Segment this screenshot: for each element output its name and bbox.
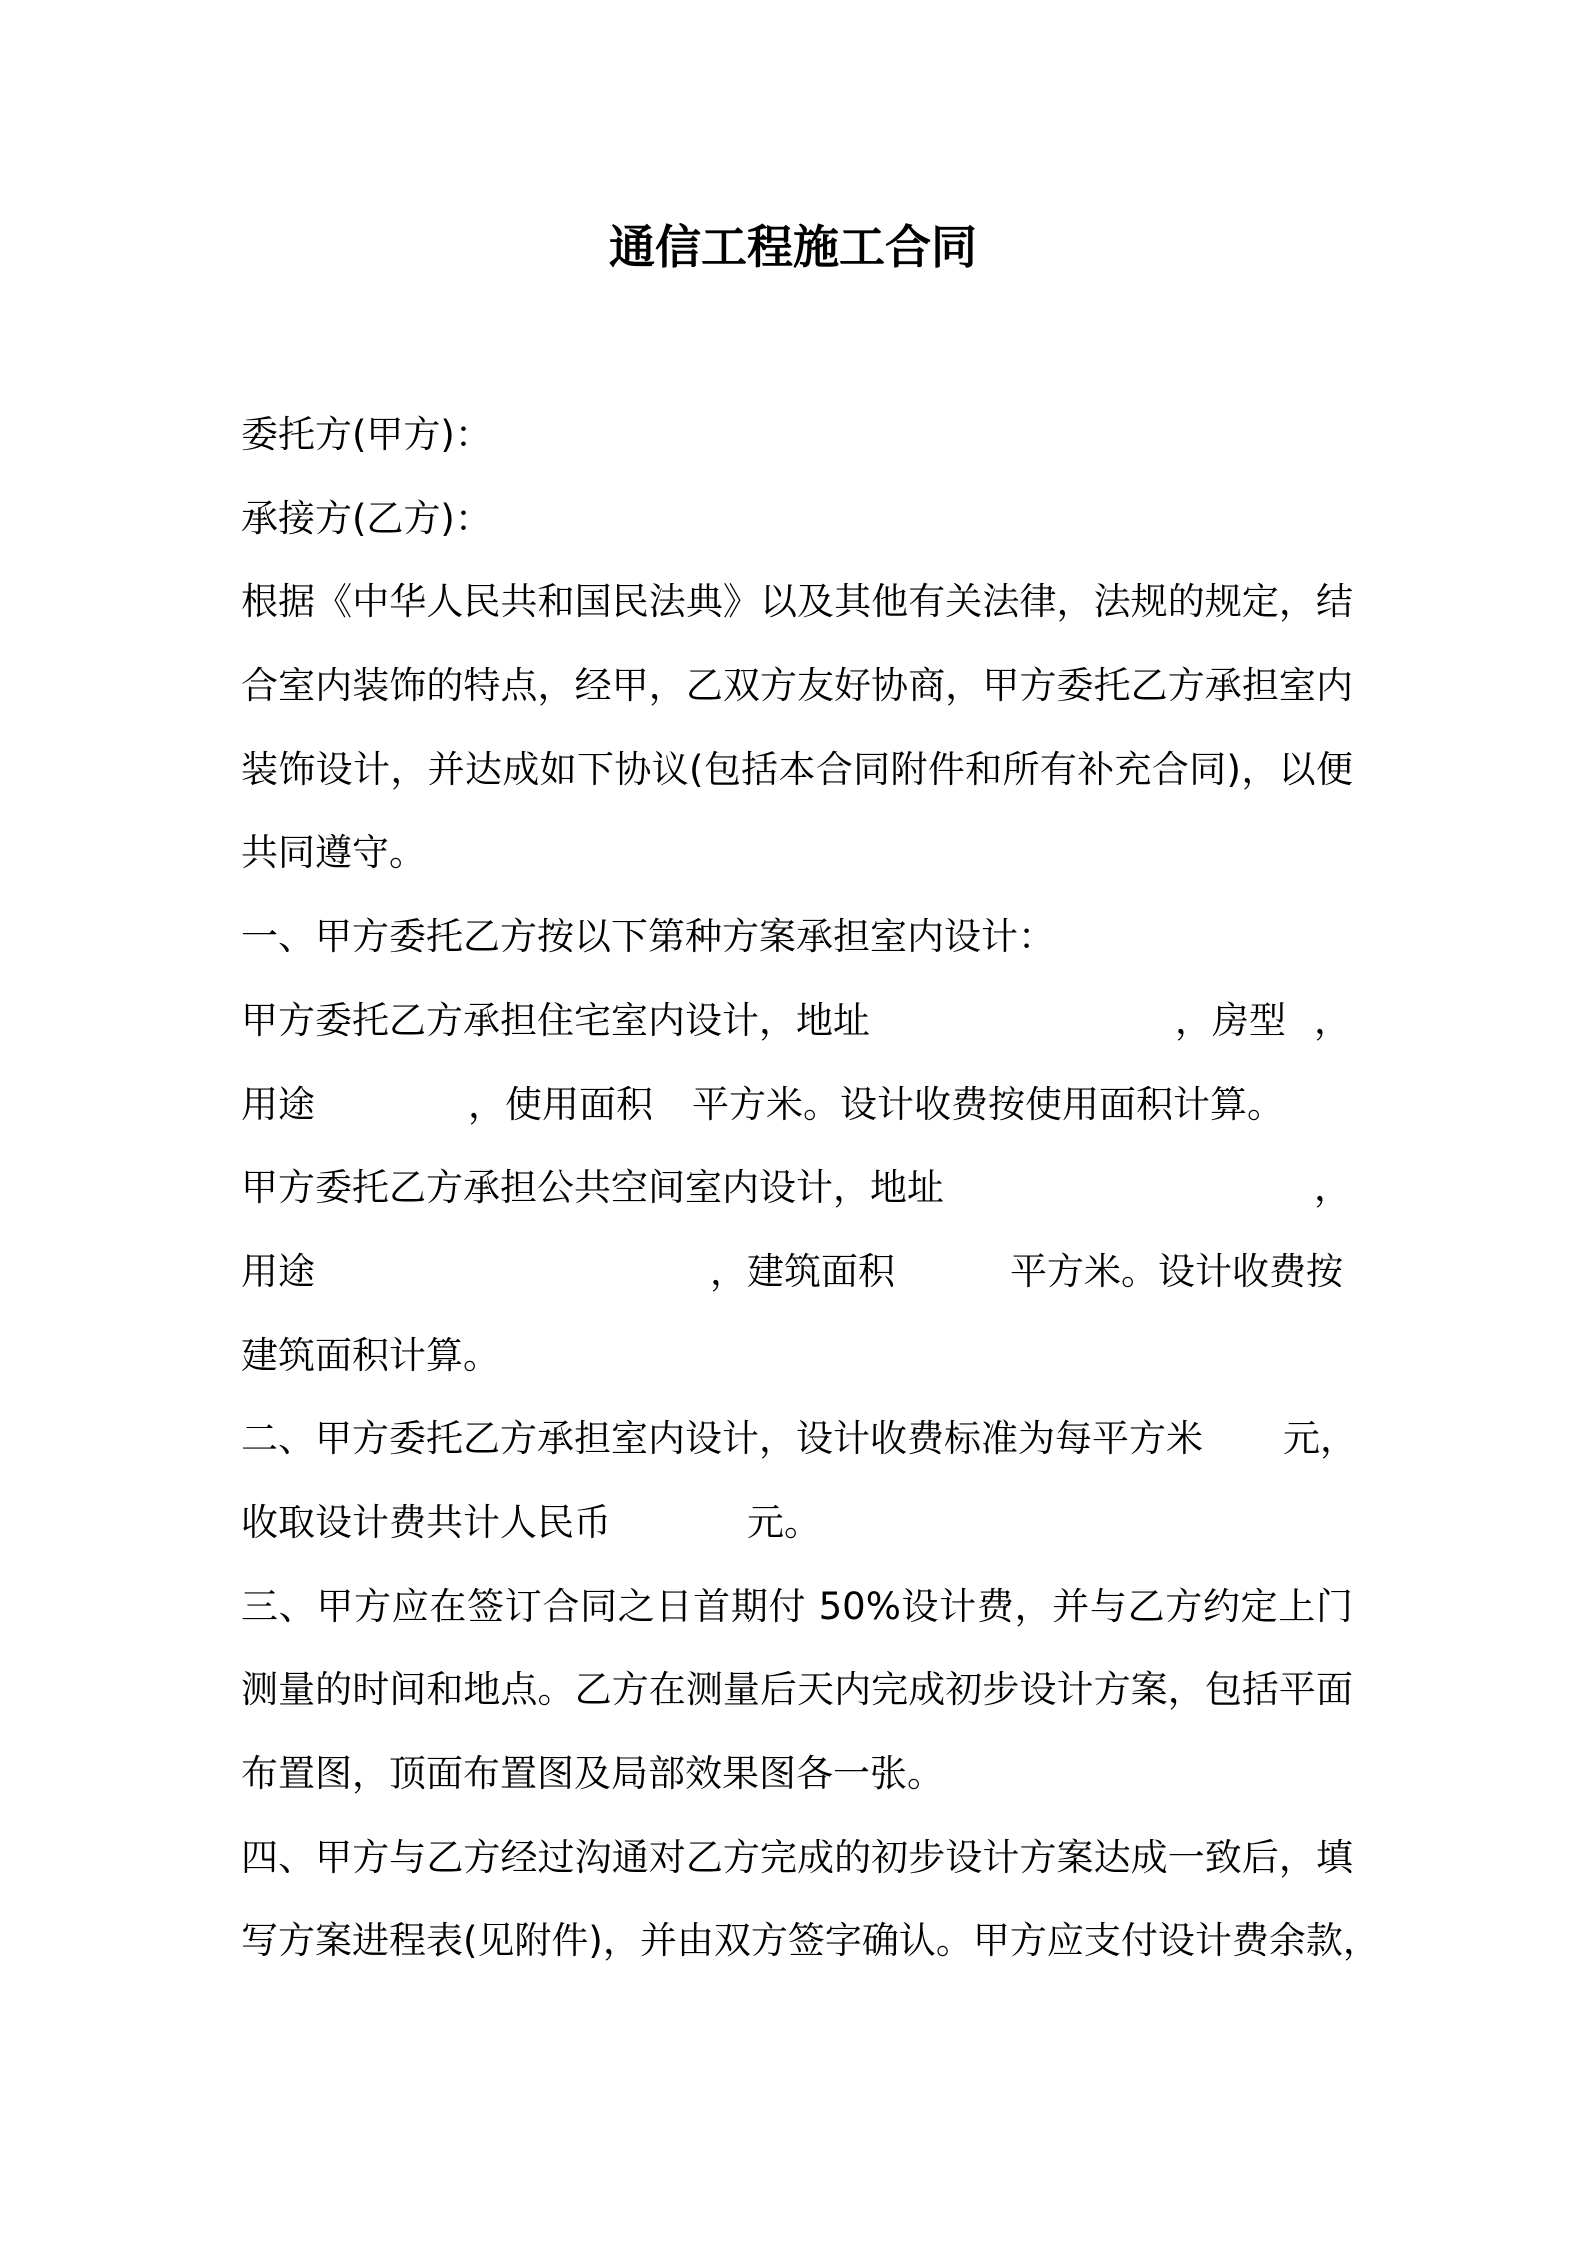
preamble-line: 共同遵守。 (241, 831, 426, 875)
public-design-text: 甲方委托乙方承担公共空间室内设计，地址 (241, 1166, 944, 1210)
clause-1-residential-usage-line (241, 1063, 1353, 1147)
clause-2-total-line (241, 1481, 1353, 1565)
fee-rate-text: 二、甲方委托乙方承担室内设计，设计收费标准为每平方米 (241, 1417, 1203, 1461)
usage-blank (315, 1271, 710, 1272)
usage-blank (315, 1104, 468, 1105)
clause-2-rate-line (241, 1397, 1357, 1481)
clause-1-public-line (241, 1146, 1353, 1230)
usage-text: 用途 (241, 1082, 315, 1126)
address-blank (870, 1020, 1175, 1021)
trailing-comma: ， (1314, 998, 1351, 1042)
clause-3-line: 三、甲方应在签订合同之日首期付 50%设计费，并与乙方约定上门 (241, 1584, 1353, 1628)
clause-1-heading: 一、甲方委托乙方按以下第种方案承担室内设计： (241, 915, 1055, 959)
party-b-label: 承接方(乙方)： (241, 496, 492, 540)
preamble-line: 合室内装饰的特点，经甲，乙双方友好协商，甲方委托乙方承担室内 (241, 664, 1353, 708)
house-type-blank (1286, 1020, 1314, 1021)
clause-1-public-usage-line (241, 1230, 1353, 1314)
total-fee-blank (611, 1522, 747, 1523)
contract-title: 通信工程施工合同 (609, 220, 977, 274)
usable-area-text: ，使用面积 (468, 1082, 653, 1126)
contract-body (241, 393, 1380, 1983)
clause-4-line: 四、甲方与乙方经过沟通对乙方完成的初步设计方案达成一致后，填 (241, 1835, 1353, 1879)
clause-4-line: 写方案进程表(见附件)，并由双方签字确认。甲方应支付设计费余款， (241, 1919, 1380, 1963)
building-area-blank (895, 1271, 1010, 1272)
address-blank (944, 1188, 1314, 1189)
currency-unit-text: 元。 (747, 1500, 821, 1544)
currency-unit-text: 元， (1283, 1417, 1357, 1461)
clause-3-line: 布置图，顶面布置图及局部效果图各一张。 (241, 1752, 944, 1795)
usable-area-blank (653, 1104, 692, 1105)
clause-3-line: 测量的时间和地点。乙方在测量后天内完成初步设计方案，包括平面 (241, 1668, 1353, 1712)
preamble-line: 装饰设计，并达成如下协议(包括本合同附件和所有补充合同)，以便 (241, 747, 1353, 791)
clause-1-public-fee-line: 建筑面积计算。 (241, 1333, 500, 1377)
residential-design-text: 甲方委托乙方承担住宅室内设计，地址 (241, 998, 870, 1042)
total-fee-text: 收取设计费共计人民币 (241, 1500, 611, 1544)
trailing-comma: ， (1314, 1166, 1351, 1210)
building-area-text: ，建筑面积 (710, 1249, 895, 1293)
fee-basis-text: 平方米。设计收费按 (1010, 1249, 1343, 1293)
fee-rate-blank (1203, 1439, 1283, 1440)
usage-text: 用途 (241, 1249, 315, 1293)
clause-1-residential-line (241, 979, 1353, 1063)
fee-basis-text: 平方米。设计收费按使用面积计算。 (692, 1082, 1284, 1126)
party-a-label: 委托方(甲方)： (241, 413, 492, 456)
preamble-line: 根据《中华人民共和国民法典》以及其他有关法律，法规的规定，结 (241, 580, 1353, 624)
house-type-text: ，房型 (1175, 998, 1286, 1042)
